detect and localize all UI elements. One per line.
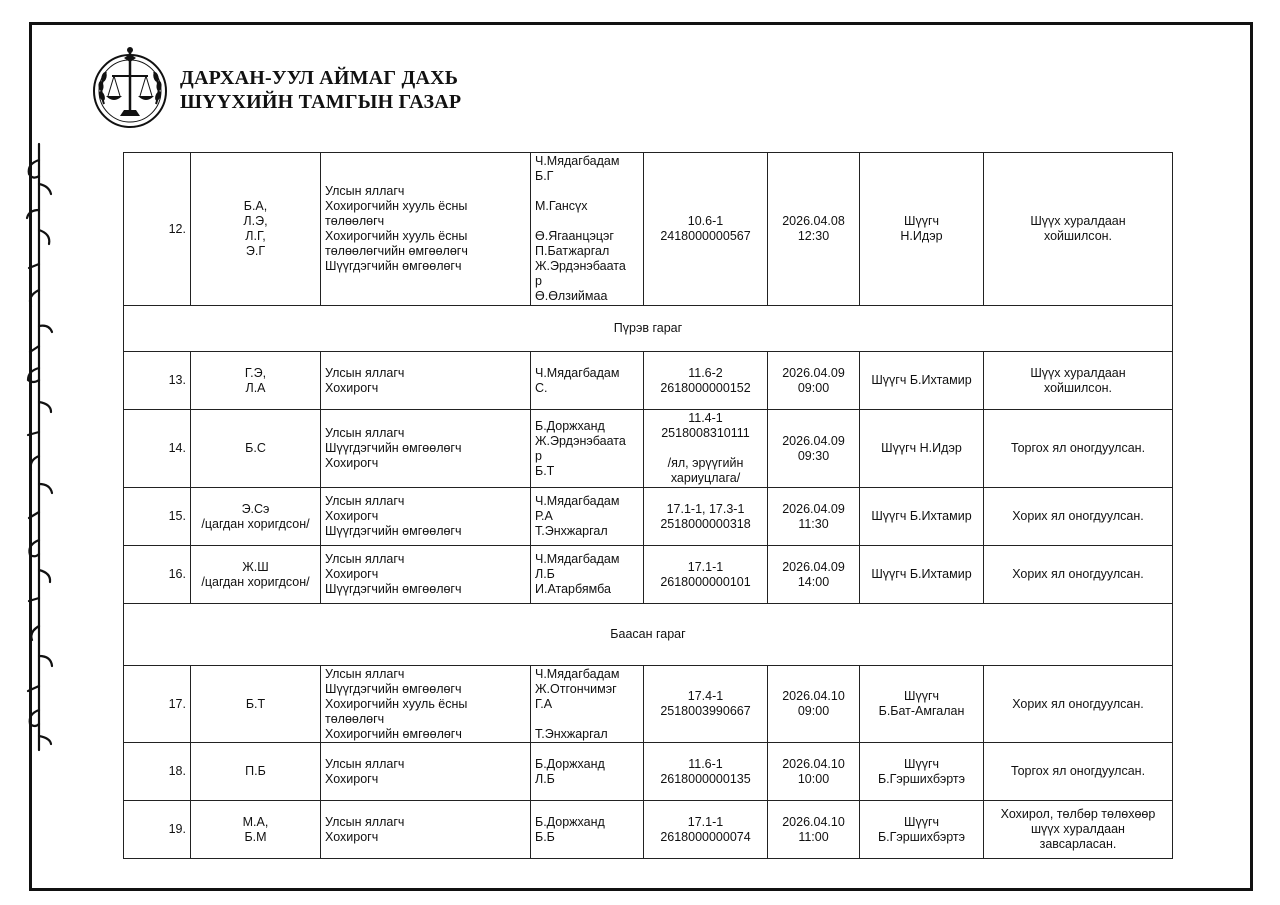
judge-cell <box>860 488 984 546</box>
case-row <box>124 410 1173 488</box>
participants-line: Г.А <box>535 696 553 711</box>
outcome-line: Хохирол, төлбөр төлөхөөр <box>1000 807 1156 821</box>
article-line <box>648 441 763 456</box>
outcome-line: Хорих ял оногдуулсан. <box>1012 696 1144 711</box>
roles-line: төлөөлөгч <box>325 711 385 726</box>
case-number: 12. <box>124 153 191 306</box>
weekday-separator-row <box>124 604 1173 666</box>
participants-line: Ж.Эрдэнэбаата <box>535 433 626 448</box>
datetime-line: 11:30 <box>798 516 829 531</box>
participants-line: Ч.Мядагбадам <box>535 666 620 681</box>
article-cell <box>644 488 768 546</box>
article-line: 10.6-1 <box>687 214 724 228</box>
datetime-line: 2026.04.10 <box>782 814 845 829</box>
case-row <box>124 488 1173 546</box>
outcome-cell <box>984 488 1173 546</box>
article-line: хариуцлага/ <box>670 471 741 485</box>
parties-line: Б.Т <box>245 696 266 711</box>
datetime-line: 2026.04.10 <box>782 689 845 703</box>
outcome-line: шүүх хуралдаан <box>1031 822 1125 836</box>
judge-cell <box>860 153 984 306</box>
datetime-cell <box>768 410 860 488</box>
article-line: /ял, эрүүгийн <box>667 456 744 470</box>
case-row <box>124 743 1173 801</box>
article-line: 2518008310111 <box>661 426 750 440</box>
datetime-cell <box>768 488 860 546</box>
article-line: 2518000000318 <box>660 516 751 531</box>
participants-cell <box>531 153 644 306</box>
judge-line: Шүүгч Н.Идэр <box>881 441 962 455</box>
participants-line: Ж.Отгончимэг <box>535 681 617 696</box>
roles-line: Хохирогч <box>325 380 379 395</box>
datetime-line: 09:30 <box>797 448 830 463</box>
judge-line: Шүүгч <box>903 689 940 703</box>
article-line: 17.1-1, 17.3-1 <box>666 501 745 516</box>
participants-line: Ч.Мядагбадам <box>535 365 620 380</box>
roles-line: Улсын яллагч <box>325 666 405 681</box>
parties-cell <box>191 666 321 743</box>
participants-line: Б.Б <box>535 829 555 844</box>
parties-cell <box>191 488 321 546</box>
weekday-label: Пүрэв гараг <box>124 306 1173 352</box>
roles-line: Хохирогч <box>325 509 379 523</box>
article-line: 2618000000074 <box>660 829 751 844</box>
roles-line: Хохирогч <box>325 456 379 470</box>
participants-cell <box>531 410 644 488</box>
case-row <box>124 352 1173 410</box>
datetime-line: 10:00 <box>797 771 830 786</box>
case-number: 15. <box>124 488 191 546</box>
roles-line: Хохирогчийн хууль ёсны <box>325 229 468 243</box>
parties-line: Э.Сэ <box>241 501 270 516</box>
mongolian-script-vertical-text <box>20 140 58 755</box>
participants-line: Б.Г <box>535 169 554 183</box>
participants-line: Т.Энхжаргал <box>535 524 608 538</box>
roles-line: төлөөлөгч <box>325 214 385 228</box>
article-line: 2618000000101 <box>660 574 751 589</box>
judge-line: Б.Гэршихбэртэ <box>877 829 966 844</box>
case-row <box>124 546 1173 604</box>
datetime-line: 14:00 <box>797 574 830 589</box>
roles-line: Улсын яллагч <box>325 184 405 198</box>
weekday-separator-row <box>124 306 1173 352</box>
parties-line: Э.Г <box>245 244 266 258</box>
org-title-line1: ДАРХАН-УУЛ АЙМАГ ДАХЬ <box>180 67 459 89</box>
article-cell <box>644 352 768 410</box>
judge-line: Шүүгч <box>903 214 940 228</box>
outcome-cell <box>984 666 1173 743</box>
case-number: 17. <box>124 666 191 743</box>
roles-cell <box>321 488 531 546</box>
participants-line: Т.Энхжаргал <box>535 726 608 741</box>
article-line: 11.4-1 <box>688 411 723 425</box>
roles-cell <box>321 546 531 604</box>
organization-title <box>180 66 461 114</box>
datetime-cell <box>768 743 860 801</box>
participants-line: Б.Т <box>535 463 555 478</box>
parties-line: Б.М <box>244 829 267 844</box>
judge-line: Н.Идэр <box>900 229 943 243</box>
participants-line: Ч.Мядагбадам <box>535 552 620 566</box>
article-line: 17.4-1 <box>687 689 724 703</box>
roles-line: Улсын яллагч <box>325 494 405 508</box>
judge-line: Шүүгч Б.Ихтамир <box>871 567 972 581</box>
judge-line: Шүүгч <box>903 814 940 829</box>
participants-line: Б.Доржханд <box>535 814 605 829</box>
judge-cell <box>860 410 984 488</box>
datetime-line: 2026.04.08 <box>782 214 845 228</box>
article-cell <box>644 743 768 801</box>
outcome-line: Хорих ял оногдуулсан. <box>1012 567 1144 581</box>
participants-line: р <box>535 274 542 288</box>
participants-line: Ө.Ягаанцэцэг <box>535 229 614 243</box>
participants-line <box>535 712 639 727</box>
participants-cell <box>531 352 644 410</box>
participants-cell <box>531 743 644 801</box>
outcome-cell <box>984 153 1173 306</box>
participants-line <box>535 184 639 199</box>
roles-cell <box>321 743 531 801</box>
article-cell <box>644 410 768 488</box>
parties-line: Ж.Ш <box>242 559 269 574</box>
judge-cell <box>860 546 984 604</box>
participants-line: Б.Доржханд <box>535 756 605 771</box>
outcome-line: Торгох ял оногдуулсан. <box>1010 441 1146 455</box>
article-cell <box>644 801 768 859</box>
judge-line: Б.Бат-Амгалан <box>878 704 965 718</box>
participants-line: Ж.Эрдэнэбаата <box>535 259 626 273</box>
roles-line: Улсын яллагч <box>325 552 405 566</box>
parties-cell <box>191 153 321 306</box>
roles-line: төлөөлөгчийн өмгөөлөгч <box>325 244 468 258</box>
roles-line: Шүүгдэгчийн өмгөөлөгч <box>325 524 462 538</box>
case-row <box>124 153 1173 306</box>
article-line: 2618000000135 <box>660 771 751 786</box>
roles-line: Улсын яллагч <box>325 426 405 440</box>
outcome-line: хойшилсон. <box>1043 229 1113 243</box>
participants-line: Л.Б <box>535 567 555 581</box>
participants-cell <box>531 666 644 743</box>
datetime-line: 2026.04.09 <box>782 501 845 516</box>
article-cell <box>644 546 768 604</box>
article-line: 17.1-1 <box>687 814 724 829</box>
judge-line: Шүүгч <box>903 756 940 771</box>
article-line: 2518003990667 <box>660 704 751 718</box>
datetime-cell <box>768 153 860 306</box>
parties-cell <box>191 743 321 801</box>
datetime-line: 2026.04.09 <box>782 559 845 574</box>
parties-line: М.А, <box>242 814 269 829</box>
participants-line: Л.Б <box>535 771 555 786</box>
roles-cell <box>321 153 531 306</box>
parties-line: Л.А <box>245 380 266 395</box>
datetime-line: 09:00 <box>797 704 830 718</box>
parties-line: /цагдан хоригдсон/ <box>201 574 310 589</box>
case-number: 16. <box>124 546 191 604</box>
datetime-line: 09:00 <box>797 380 830 395</box>
roles-cell <box>321 666 531 743</box>
participants-line: Ө.Өлзиймаа <box>535 289 608 303</box>
judge-line: Б.Гэршихбэртэ <box>877 771 966 786</box>
participants-line: Б.Доржханд <box>535 418 605 433</box>
roles-cell <box>321 410 531 488</box>
participants-line: И.Атарбямба <box>535 582 611 596</box>
participants-line <box>535 214 639 229</box>
case-number: 19. <box>124 801 191 859</box>
org-title-line2: ШҮҮХИЙН ТАМГЫН ГАЗАР <box>180 91 462 113</box>
court-emblem-icon <box>90 44 170 130</box>
parties-line: Б.А, <box>243 199 268 213</box>
judge-cell <box>860 743 984 801</box>
participants-cell <box>531 801 644 859</box>
case-row <box>124 666 1173 743</box>
article-line: 2418000000567 <box>660 229 751 243</box>
participants-line: Ч.Мядагбадам <box>535 494 620 508</box>
parties-line: /цагдан хоригдсон/ <box>201 516 310 531</box>
datetime-line: 12:30 <box>797 229 830 243</box>
datetime-cell <box>768 546 860 604</box>
outcome-cell <box>984 546 1173 604</box>
roles-cell <box>321 801 531 859</box>
weekday-label: Баасан гараг <box>124 604 1173 666</box>
roles-cell <box>321 352 531 410</box>
datetime-cell <box>768 801 860 859</box>
outcome-line: хойшилсон. <box>1043 380 1113 395</box>
participants-line: Р.А <box>535 509 553 523</box>
participants-line: Ч.Мядагбадам <box>535 154 620 168</box>
roles-line: Хохирогчийн хууль ёсны <box>325 696 468 711</box>
roles-line: Хохирогч <box>325 567 379 581</box>
article-line: 11.6-2 <box>688 365 723 380</box>
outcome-line: Торгох ял оногдуулсан. <box>1010 764 1146 778</box>
outcome-cell <box>984 352 1173 410</box>
outcome-line: Хорих ял оногдуулсан. <box>1012 509 1144 523</box>
article-line: 2618000000152 <box>660 380 751 395</box>
outcome-cell <box>984 801 1173 859</box>
article-line: 17.1-1 <box>687 559 724 574</box>
case-number: 14. <box>124 410 191 488</box>
judge-cell <box>860 666 984 743</box>
participants-line: С. <box>535 380 548 395</box>
participants-cell <box>531 546 644 604</box>
parties-line: Г.Э, <box>244 365 267 380</box>
case-number: 18. <box>124 743 191 801</box>
roles-line: Улсын яллагч <box>325 756 405 771</box>
case-row <box>124 801 1173 859</box>
roles-line: Шүүгдэгчийн өмгөөлөгч <box>325 441 462 455</box>
datetime-cell <box>768 352 860 410</box>
parties-cell <box>191 352 321 410</box>
participants-line: П.Батжаргал <box>535 244 610 258</box>
judge-cell <box>860 352 984 410</box>
outcome-line: завсарласан. <box>1039 837 1117 851</box>
outcome-cell <box>984 410 1173 488</box>
participants-line: р <box>535 448 542 463</box>
roles-line: Улсын яллагч <box>325 814 405 829</box>
parties-line: Л.Э, <box>243 214 268 228</box>
parties-line: П.Б <box>245 764 266 778</box>
roles-line: Хохирогч <box>325 829 379 844</box>
judge-line: Шүүгч Б.Ихтамир <box>871 509 972 523</box>
outcome-line: Шүүх хуралдаан <box>1030 214 1126 228</box>
datetime-line: 2026.04.10 <box>782 756 845 771</box>
article-cell <box>644 153 768 306</box>
datetime-line: 2026.04.09 <box>782 433 845 448</box>
roles-line: Шүүгдэгчийн өмгөөлөгч <box>325 681 462 696</box>
participants-cell <box>531 488 644 546</box>
parties-cell <box>191 410 321 488</box>
roles-line: Хохирогчийн хууль ёсны <box>325 199 468 213</box>
court-schedule-table <box>123 152 1173 859</box>
datetime-cell <box>768 666 860 743</box>
outcome-cell <box>984 743 1173 801</box>
outcome-line: Шүүх хуралдаан <box>1030 365 1126 380</box>
datetime-line: 2026.04.09 <box>782 365 845 380</box>
participants-line: М.Гансүх <box>535 199 588 213</box>
parties-cell <box>191 546 321 604</box>
article-line: 11.6-1 <box>688 756 723 771</box>
parties-line: Б.С <box>245 441 266 455</box>
parties-line: Л.Г, <box>245 229 266 243</box>
judge-cell <box>860 801 984 859</box>
datetime-line: 11:00 <box>798 829 829 844</box>
roles-line: Шүүгдэгчийн өмгөөлөгч <box>325 582 462 596</box>
roles-line: Шүүгдэгчийн өмгөөлөгч <box>325 259 462 273</box>
case-number: 13. <box>124 352 191 410</box>
roles-line: Улсын яллагч <box>325 365 405 380</box>
judge-line: Шүүгч Б.Ихтамир <box>871 373 972 387</box>
article-cell <box>644 666 768 743</box>
roles-line: Хохирогчийн өмгөөлөгч <box>325 726 462 741</box>
parties-cell <box>191 801 321 859</box>
roles-line: Хохирогч <box>325 771 379 786</box>
